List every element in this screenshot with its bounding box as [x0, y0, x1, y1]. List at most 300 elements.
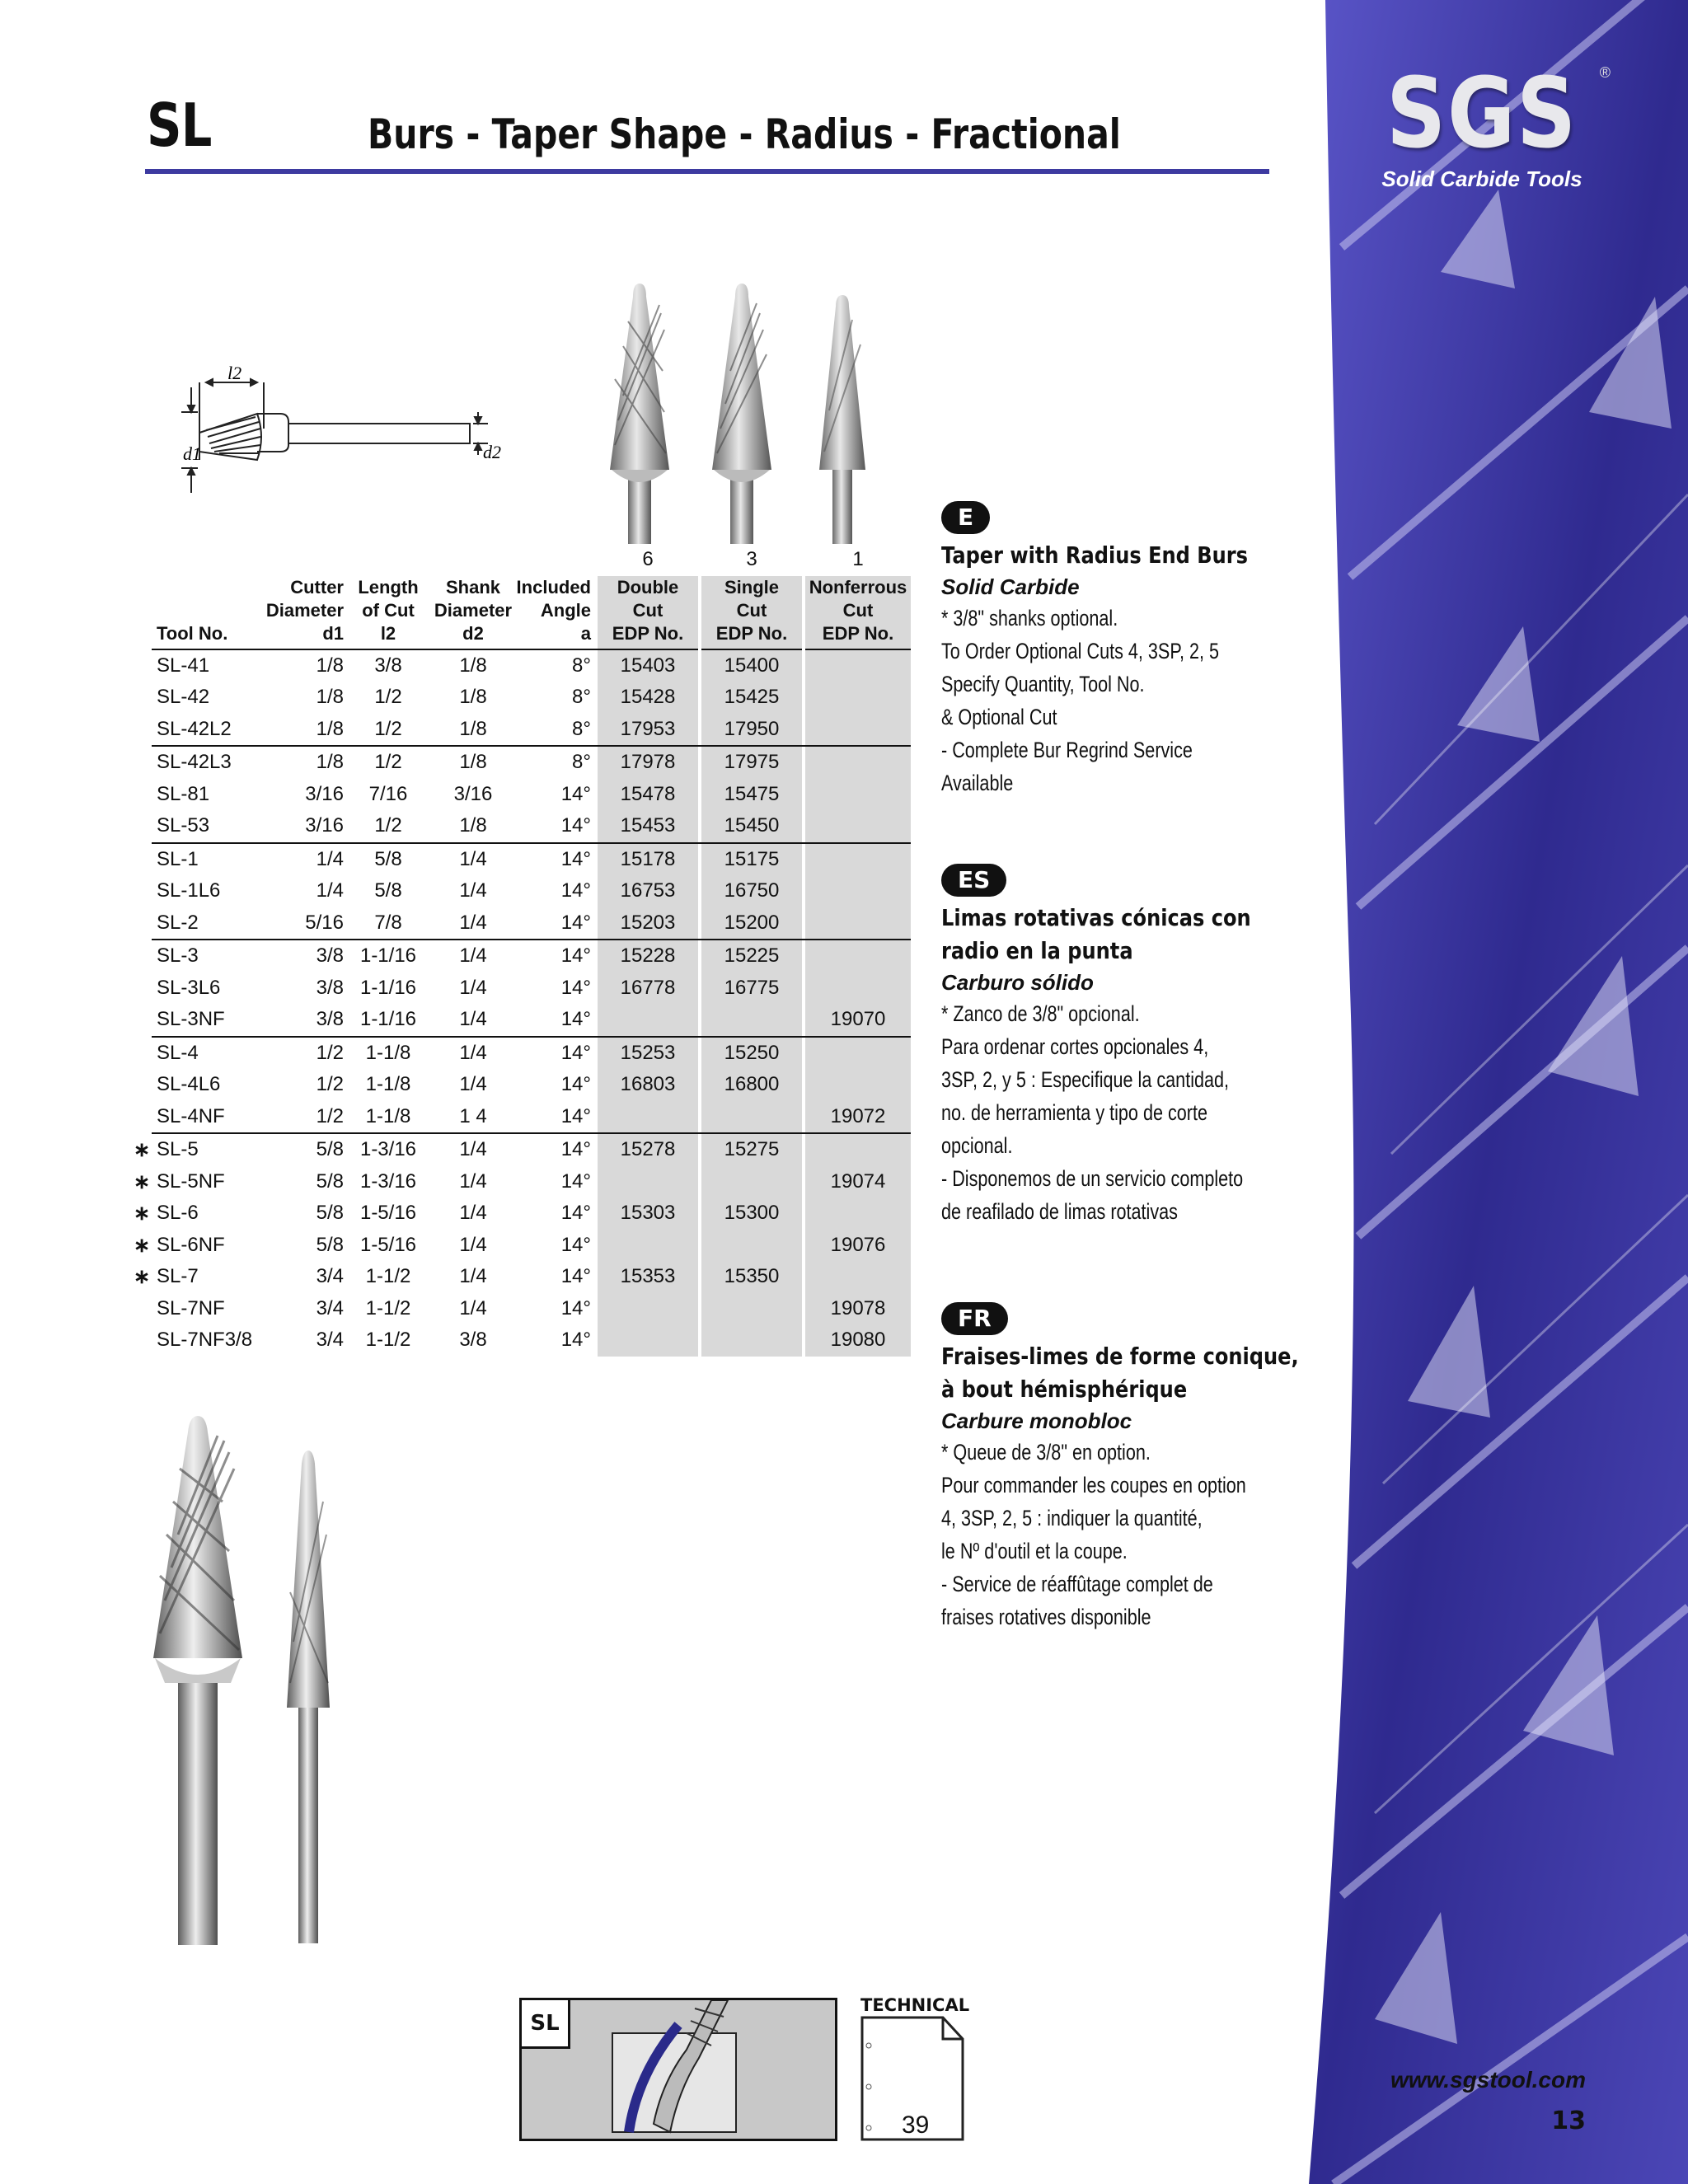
table-row: [152, 1069, 911, 1101]
shank-diameter-cell: 1/4: [459, 1296, 487, 1319]
badge-e: E: [941, 501, 990, 534]
fr-line: fraises rotatives disponible: [941, 1605, 1151, 1629]
table-row: [152, 1324, 911, 1357]
length-of-cut-cell: 1-3/16: [344, 1133, 433, 1166]
table-row: [152, 810, 911, 843]
included-angle-cell: 14°: [560, 1233, 591, 1256]
included-angle-cell: 14°: [560, 814, 591, 837]
length-of-cut-cell: 1-1/2: [365, 1265, 411, 1288]
double-cut-edp-cell: 15203: [598, 907, 698, 940]
single-cut-edp-cell: 15225: [701, 940, 802, 972]
nonferrous-cut-edp-cell: [805, 907, 911, 940]
tool-number-cell: [134, 1133, 264, 1166]
nonferrous-cut-edp-cell: 19074: [805, 1166, 911, 1198]
header-line: EDP No.: [822, 622, 894, 644]
header-length-of-cut: [344, 576, 433, 649]
header-line: Angle: [540, 599, 591, 621]
tool-number: SL-6: [157, 1202, 199, 1225]
table-row: [152, 875, 911, 907]
tool-number: SL-41: [157, 654, 210, 677]
blank-cell: [264, 544, 344, 576]
single-cut-edp-cell: 15200: [701, 907, 802, 940]
single-cut-edp-cell: 15275: [701, 1133, 802, 1166]
length-of-cut-cell: 1/2: [344, 746, 433, 779]
es-line: - Disponemos de un servicio completo: [941, 1166, 1244, 1191]
tool-number-cell: [152, 714, 264, 747]
double-cut-edp-cell: 16803: [598, 1069, 698, 1101]
tool-number-cell: [152, 972, 264, 1005]
double-cut-edp-cell: [598, 1004, 698, 1037]
table-row: [152, 940, 911, 972]
double-cut-edp-cell: [598, 1166, 698, 1198]
table-row: [152, 1166, 911, 1198]
table-row: [152, 1261, 911, 1293]
cutter-diameter-cell: 1/2: [316, 1104, 344, 1127]
es-line: 3SP, 2, y 5 : Especifique la cantidad,: [941, 1067, 1230, 1092]
cutter-diameter-cell: 3/4: [316, 1265, 344, 1288]
single-cut-edp-cell: [701, 1101, 802, 1134]
optional-shank-star: ∗: [134, 1234, 151, 1257]
header-line: Cut: [736, 599, 767, 621]
tool-number-cell: [152, 1324, 264, 1357]
fr-line: Pour commander les coupes en option: [941, 1473, 1246, 1497]
shank-diameter-cell: 1/4: [459, 1008, 487, 1031]
tool-number-cell: [152, 810, 264, 843]
shank-diameter-cell: 1/4: [459, 976, 487, 999]
length-of-cut-cell: 5/8: [344, 843, 433, 876]
nonferrous-cut-edp-cell: [805, 972, 911, 1005]
length-of-cut-cell: 1-5/16: [359, 1233, 417, 1256]
brand-logo: [1358, 56, 1611, 192]
cutter-diameter-cell: 1/2: [316, 1073, 344, 1096]
length-of-cut-cell: 7/16: [368, 782, 408, 805]
optional-shank-star: ∗: [134, 1139, 151, 1162]
single-cut-edp-cell: 17975: [701, 746, 802, 779]
en-line: To Order Optional Cuts 4, 3SP, 2, 5: [941, 639, 1219, 663]
header-tool-no: Tool No.: [152, 576, 264, 649]
shape-reference-box: [519, 1998, 837, 2141]
en-subtitle: Solid Carbide: [941, 574, 1080, 599]
header-line: Diameter: [434, 599, 513, 621]
header-cutter-diameter: [264, 576, 344, 649]
cutter-diameter-cell: 5/16: [305, 911, 344, 934]
header-line: Cutter: [290, 576, 344, 598]
nonferrous-cut-edp-cell: 19078: [805, 1293, 911, 1325]
included-angle-cell: 14°: [560, 1329, 591, 1352]
header-line: d1: [322, 622, 344, 644]
double-cut-edp-cell: [598, 1101, 698, 1134]
tool-number: SL-3L6: [157, 976, 221, 999]
single-cut-edp-cell: 15400: [701, 649, 802, 682]
fr-title-1: à bout hémisphérique: [941, 1376, 1188, 1403]
included-angle-cell: 14°: [560, 976, 591, 999]
length-of-cut-cell: 1-1/16: [359, 1008, 417, 1031]
bur-product-image: [148, 1411, 363, 1947]
cutter-diameter-cell: 3/16: [305, 782, 344, 805]
header-line: EDP No.: [612, 622, 684, 644]
single-cut-edp-cell: [701, 1324, 802, 1357]
table-row: [152, 649, 911, 682]
header-line: Double: [617, 576, 679, 598]
en-line: - Complete Bur Regrind Service: [941, 738, 1193, 762]
registered-mark: ®: [1599, 64, 1611, 81]
tool-number-cell: [134, 1261, 264, 1293]
length-of-cut-cell: 1-1/16: [359, 976, 417, 999]
included-angle-cell: 14°: [560, 782, 591, 805]
double-cut-edp-cell: 15428: [598, 682, 698, 714]
tool-number-cell: [134, 1230, 264, 1262]
shank-diameter-cell: 1/4: [459, 1073, 487, 1096]
dimension-diagram: [165, 363, 519, 503]
en-line: Available: [941, 771, 1014, 795]
header-single-cut: [701, 576, 802, 649]
double-cut-edp-cell: 15178: [598, 843, 698, 876]
title-rule: [145, 169, 1269, 174]
fr-subtitle: Carbure monobloc: [941, 1408, 1132, 1433]
header-line: of Cut: [362, 599, 415, 621]
length-of-cut-cell: 1-3/16: [359, 1169, 417, 1193]
length-of-cut-cell: 1-1/2: [365, 1296, 411, 1319]
website-url[interactable]: www.sgstool.com: [1390, 2067, 1586, 2093]
cutter-diameter-cell: 3/16: [305, 814, 344, 837]
spec-table: [134, 544, 911, 1357]
es-subtitle: Carburo sólido: [941, 970, 1094, 995]
french-section: [941, 1302, 1320, 1633]
shank-diameter-cell: 1/4: [459, 879, 487, 902]
double-cut-edp-cell: 17953: [598, 714, 698, 747]
cutter-diameter-cell: 3/4: [316, 1329, 344, 1352]
header-line: Cut: [842, 599, 874, 621]
shank-diameter-cell: 1/8: [433, 746, 513, 779]
double-cut-edp-cell: 15278: [598, 1133, 698, 1166]
header-line: Cut: [632, 599, 663, 621]
nonferrous-cut-edp-cell: [805, 682, 911, 714]
table-row: [152, 746, 911, 779]
shape-code-label: SL: [522, 2000, 570, 2049]
included-angle-cell: 14°: [513, 843, 598, 876]
length-of-cut-cell: 1-5/16: [359, 1202, 417, 1225]
cut-number: 1: [852, 548, 864, 571]
cutter-diameter-cell: 3/8: [316, 1008, 344, 1031]
double-cut-edp-cell: [598, 1293, 698, 1325]
shank-diameter-cell: 1/4: [459, 1169, 487, 1193]
es-title-0: Limas rotativas cónicas con: [941, 904, 1251, 931]
included-angle-cell: 8°: [572, 686, 591, 709]
header-line: Shank: [445, 576, 501, 598]
single-cut-edp-cell: 15475: [701, 779, 802, 811]
shank-diameter-cell: 1/4: [433, 1037, 513, 1070]
length-of-cut-cell: 1-1/16: [344, 940, 433, 972]
tool-number: SL-81: [157, 782, 210, 805]
technical-page-number: 39: [902, 2111, 930, 2139]
es-line: no. de herramienta y tipo de corte: [941, 1100, 1207, 1125]
shank-diameter-cell: 1/8: [459, 717, 487, 740]
tool-number-cell: [152, 746, 264, 779]
badge-fr: FR: [941, 1302, 1008, 1335]
optional-shank-star: ∗: [134, 1266, 151, 1289]
included-angle-cell: 8°: [572, 654, 591, 677]
cutter-diameter-cell: 1/8: [316, 686, 344, 709]
tool-number: SL-5: [157, 1138, 199, 1161]
table-row: [152, 1293, 911, 1325]
header-line: Length: [358, 576, 419, 598]
l2-label: l2: [227, 363, 242, 383]
decorative-side-panel: [1276, 0, 1688, 2184]
logo-tagline: Solid Carbide Tools: [1381, 166, 1582, 191]
cut-number: 6: [642, 548, 654, 571]
single-cut-edp-cell: 16750: [701, 875, 802, 907]
tool-number-cell: [152, 875, 264, 907]
shank-diameter-cell: 1/4: [433, 1133, 513, 1166]
cut-number: 3: [746, 548, 757, 571]
shank-diameter-cell: 1/4: [459, 1233, 487, 1256]
en-title-0: Taper with Radius End Burs: [941, 541, 1249, 569]
table-row: [152, 843, 911, 876]
double-cut-edp-cell: 17978: [598, 746, 698, 779]
nonferrous-cut-edp-cell: [805, 875, 911, 907]
cutter-diameter-cell: 5/8: [264, 1133, 344, 1166]
table-row: [152, 907, 911, 940]
bur-cut-types-image: [590, 280, 870, 544]
header-nonferrous-cut: [805, 576, 911, 649]
single-cut-edp-cell: 15450: [701, 810, 802, 843]
tool-number: SL-42L2: [157, 717, 232, 740]
single-cut-edp-cell: 15250: [701, 1037, 802, 1070]
nonferrous-cut-edp-cell: [805, 810, 911, 843]
table-row: [152, 1004, 911, 1037]
blank-cell: [344, 544, 433, 576]
cutter-diameter-cell: 3/4: [316, 1296, 344, 1319]
included-angle-cell: 14°: [560, 1008, 591, 1031]
nonferrous-cut-edp-cell: [805, 1037, 911, 1070]
table-row: [152, 1037, 911, 1070]
included-angle-cell: 14°: [513, 1037, 598, 1070]
en-line: * 3/8" shanks optional.: [941, 606, 1118, 630]
length-of-cut-cell: 1-1/8: [365, 1104, 411, 1127]
nonferrous-cut-edp-cell: [805, 714, 911, 747]
table-row: [152, 1230, 911, 1262]
tool-number: SL-42: [157, 686, 210, 709]
included-angle-cell: 14°: [560, 1202, 591, 1225]
header-line: Included: [516, 576, 591, 598]
header-line: Nonferrous: [809, 576, 907, 598]
table-row: [152, 779, 911, 811]
tool-number: SL-53: [157, 814, 210, 837]
tool-number-cell: [152, 779, 264, 811]
shank-diameter-cell: 1/4: [433, 843, 513, 876]
included-angle-cell: 14°: [513, 940, 598, 972]
blank-cell: [433, 544, 513, 576]
double-cut-edp-cell: 16778: [598, 972, 698, 1005]
length-of-cut-cell: 1/2: [374, 686, 402, 709]
included-angle-cell: 14°: [560, 1169, 591, 1193]
table-row: [152, 714, 911, 747]
nonferrous-cut-edp-cell: 19072: [805, 1101, 911, 1134]
tool-number: SL-2: [157, 911, 199, 934]
blank-cell: [513, 544, 598, 576]
badge-es: ES: [941, 864, 1006, 897]
tool-number: SL-6NF: [157, 1233, 225, 1256]
included-angle-cell: 14°: [513, 1133, 598, 1166]
page-title: Burs - Taper Shape - Radius - Fractional: [368, 110, 1121, 158]
table-row: [152, 1101, 911, 1134]
double-cut-edp-cell: [598, 1324, 698, 1357]
header-line: a: [580, 622, 591, 644]
fr-title-0: Fraises-limes de forme conique,: [941, 1343, 1299, 1370]
nonferrous-cut-edp-cell: [805, 779, 911, 811]
cut-number-row: [152, 544, 911, 576]
length-of-cut-cell: 7/8: [374, 911, 402, 934]
double-cut-edp-cell: 15453: [598, 810, 698, 843]
technical-label: TECHNICAL: [860, 1995, 970, 2015]
cutter-diameter-cell: 3/8: [316, 976, 344, 999]
single-cut-edp-cell: 15175: [701, 843, 802, 876]
tool-number-cell: [134, 1166, 264, 1198]
length-of-cut-cell: 1/2: [374, 717, 402, 740]
nonferrous-cut-edp-cell: [805, 940, 911, 972]
tool-number-cell: [152, 1293, 264, 1325]
single-cut-edp-cell: [701, 1293, 802, 1325]
table-header-row: [152, 576, 911, 649]
single-cut-edp-cell: [701, 1230, 802, 1262]
tool-number-cell: [152, 1101, 264, 1134]
logo-text: SGS: [1386, 56, 1578, 170]
shank-diameter-cell: 1/4: [459, 1202, 487, 1225]
blank-cell: [152, 544, 264, 576]
fr-line: 4, 3SP, 2, 5 : indiquer la quantité,: [941, 1506, 1203, 1530]
tool-number: SL-3: [157, 944, 199, 968]
page-number: 13: [1551, 2107, 1586, 2135]
included-angle-cell: 14°: [560, 1104, 591, 1127]
table-row: [152, 972, 911, 1005]
nonferrous-cut-edp-cell: [805, 649, 911, 682]
single-cut-edp-cell: 15350: [701, 1261, 802, 1293]
tool-number: SL-7: [157, 1265, 199, 1288]
nonferrous-cut-edp-cell: 19070: [805, 1004, 911, 1037]
cutter-diameter-cell: 5/8: [316, 1233, 344, 1256]
header-line: Diameter: [265, 599, 344, 621]
tool-number: SL-7NF: [157, 1296, 225, 1319]
cutter-diameter-cell: 3/8: [264, 940, 344, 972]
cutter-diameter-cell: 5/8: [316, 1202, 344, 1225]
header-double-cut: [598, 576, 698, 649]
length-of-cut-cell: 1-1/2: [365, 1329, 411, 1352]
header-line: EDP No.: [715, 622, 788, 644]
nonferrous-cut-edp-cell: [805, 746, 911, 779]
header-line: Single: [724, 576, 779, 598]
single-cut-edp-cell: [701, 1166, 802, 1198]
double-cut-edp-cell: 16753: [598, 875, 698, 907]
header-included-angle: [513, 576, 598, 649]
en-line: Specify Quantity, Tool No.: [941, 672, 1145, 696]
table-row: [152, 1133, 911, 1166]
spanish-section: [941, 864, 1320, 1228]
shank-diameter-cell: 3/16: [453, 782, 493, 805]
cutter-diameter-cell: 1/8: [316, 717, 344, 740]
shank-diameter-cell: 1/4: [459, 1265, 487, 1288]
single-cut-edp-cell: 15425: [701, 682, 802, 714]
tool-number: SL-4: [157, 1041, 199, 1064]
included-angle-cell: 14°: [560, 1265, 591, 1288]
fr-line: * Queue de 3/8" en option.: [941, 1440, 1151, 1465]
tool-number-cell: [134, 1197, 264, 1230]
single-cut-edp-cell: [701, 1004, 802, 1037]
tool-number: SL-5NF: [157, 1169, 225, 1193]
tool-number: SL-1L6: [157, 879, 221, 902]
length-of-cut-cell: 1/2: [374, 814, 402, 837]
included-angle-cell: 14°: [560, 1296, 591, 1319]
included-angle-cell: 14°: [560, 879, 591, 902]
single-cut-edp-cell: 17950: [701, 714, 802, 747]
shank-diameter-cell: 1/8: [459, 814, 487, 837]
nonferrous-cut-edp-cell: [805, 1133, 911, 1166]
tool-number: SL-42L3: [157, 751, 232, 774]
cutter-diameter-cell: 1/4: [264, 843, 344, 876]
nonferrous-cut-edp-cell: [805, 1197, 911, 1230]
fr-line: - Service de réaffûtage complet de: [941, 1572, 1213, 1596]
single-cut-edp-cell: 16800: [701, 1069, 802, 1101]
tool-number-cell: [152, 1069, 264, 1101]
cutter-diameter-cell: 1/8: [316, 654, 344, 677]
shank-diameter-cell: 1/4: [433, 940, 513, 972]
shank-diameter-cell: 1 4: [459, 1104, 487, 1127]
shank-diameter-cell: 1/4: [459, 911, 487, 934]
optional-shank-star: ∗: [134, 1202, 151, 1226]
tool-number: SL-4NF: [157, 1104, 225, 1127]
en-line: & Optional Cut: [941, 705, 1057, 729]
nonferrous-cut-edp-cell: [805, 843, 911, 876]
tool-number-cell: [152, 1037, 264, 1070]
tool-number-cell: [152, 907, 264, 940]
tool-number: SL-4L6: [157, 1073, 221, 1096]
tool-number-cell: [152, 1004, 264, 1037]
es-line: opcional.: [941, 1133, 1013, 1158]
shank-diameter-cell: 1/8: [459, 654, 487, 677]
tool-number: SL-3NF: [157, 1008, 225, 1031]
included-angle-cell: 14°: [560, 1073, 591, 1096]
double-cut-edp-cell: 15403: [598, 649, 698, 682]
nonferrous-cut-edp-cell: 19076: [805, 1230, 911, 1262]
cutter-diameter-cell: 1/8: [264, 746, 344, 779]
nonferrous-cut-edp-cell: 19080: [805, 1324, 911, 1357]
es-title-1: radio en la punta: [941, 937, 1133, 964]
es-line: Para ordenar cortes opcionales 4,: [941, 1034, 1209, 1059]
cutter-diameter-cell: 1/2: [264, 1037, 344, 1070]
header-shank-diameter: [433, 576, 513, 649]
length-of-cut-cell: 1-1/8: [344, 1037, 433, 1070]
tool-number: SL-7NF3/8: [157, 1329, 253, 1352]
shank-diameter-cell: 3/8: [459, 1329, 487, 1352]
double-cut-edp-cell: 15253: [598, 1037, 698, 1070]
single-cut-edp-cell: 15300: [701, 1197, 802, 1230]
table-row: [152, 682, 911, 714]
single-cut-edp-cell: 16775: [701, 972, 802, 1005]
included-angle-cell: 14°: [560, 911, 591, 934]
cutter-diameter-cell: 5/8: [316, 1169, 344, 1193]
included-angle-cell: 8°: [513, 746, 598, 779]
header-line: l2: [380, 622, 396, 644]
length-of-cut-cell: 5/8: [374, 879, 402, 902]
table-row: [152, 1197, 911, 1230]
tool-number: SL-1: [157, 847, 199, 870]
double-cut-edp-cell: 15303: [598, 1197, 698, 1230]
tool-number-cell: [152, 940, 264, 972]
cutter-diameter-cell: 1/4: [316, 879, 344, 902]
double-cut-edp-cell: 15478: [598, 779, 698, 811]
es-line: de reafilado de limas rotativas: [941, 1199, 1178, 1224]
es-line: * Zanco de 3/8" opcional.: [941, 1001, 1140, 1026]
tool-number-cell: [152, 843, 264, 876]
